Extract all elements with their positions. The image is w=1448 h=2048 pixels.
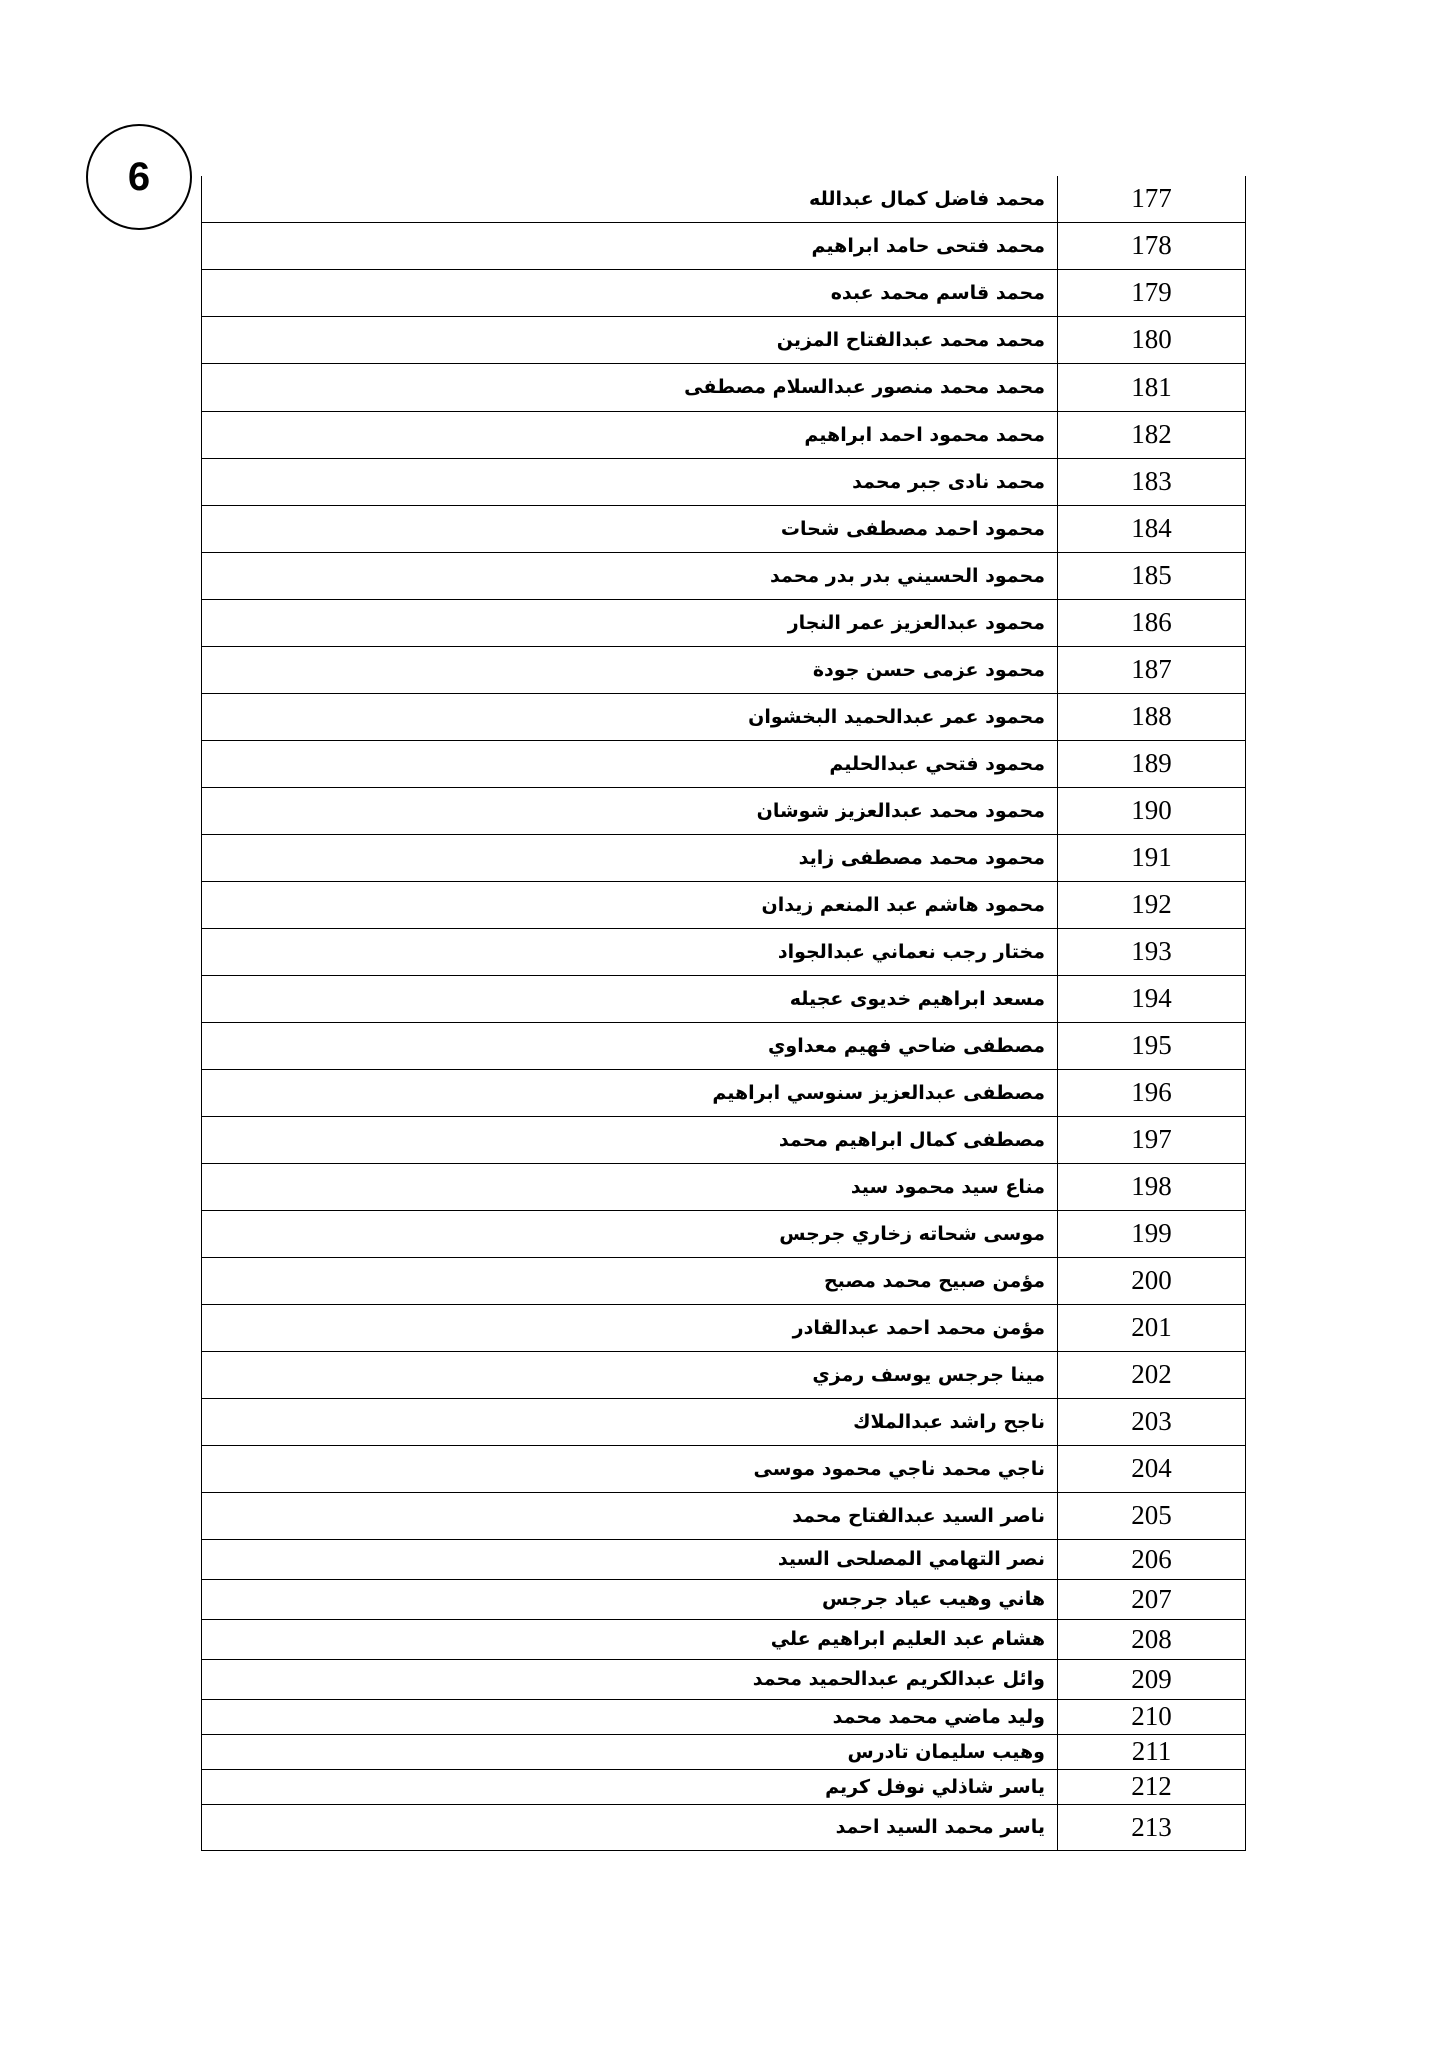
table-row — [202, 1445, 1246, 1492]
number-cell: 185 — [1058, 552, 1246, 599]
name-cell: مينا جرجس يوسف رمزي — [202, 1351, 1058, 1398]
table-row — [202, 458, 1246, 505]
names-table-body — [202, 176, 1246, 1850]
table-row — [202, 1257, 1246, 1304]
table-row — [202, 222, 1246, 269]
number-cell: 201 — [1058, 1304, 1246, 1351]
table-row — [202, 1699, 1246, 1734]
number-cell: 182 — [1058, 411, 1246, 458]
number-cell: 180 — [1058, 316, 1246, 363]
name-cell: مناع سيد محمود سيد — [202, 1163, 1058, 1210]
name-cell: هاني وهيب عياد جرجس — [202, 1579, 1058, 1619]
name-cell: موسى شحاته زخاري جرجس — [202, 1210, 1058, 1257]
number-cell: 188 — [1058, 693, 1246, 740]
name-cell: ياسر محمد السيد احمد — [202, 1804, 1058, 1850]
table-row — [202, 646, 1246, 693]
table-row — [202, 316, 1246, 363]
table-row — [202, 1734, 1246, 1769]
number-cell: 207 — [1058, 1579, 1246, 1619]
table-row — [202, 1539, 1246, 1579]
number-cell: 190 — [1058, 787, 1246, 834]
table-row — [202, 975, 1246, 1022]
name-cell: وليد ماضي محمد محمد — [202, 1699, 1058, 1734]
name-cell: محمود محمد مصطفى زايد — [202, 834, 1058, 881]
number-cell: 186 — [1058, 599, 1246, 646]
name-cell: محمد محمد منصور عبدالسلام مصطفى — [202, 363, 1058, 411]
number-cell: 196 — [1058, 1069, 1246, 1116]
table-row — [202, 552, 1246, 599]
name-cell: محمود محمد عبدالعزيز شوشان — [202, 787, 1058, 834]
name-cell: محمود عبدالعزيز عمر النجار — [202, 599, 1058, 646]
table-row — [202, 1579, 1246, 1619]
number-cell: 212 — [1058, 1769, 1246, 1804]
table-row — [202, 1351, 1246, 1398]
table-row — [202, 1069, 1246, 1116]
table-row — [202, 1116, 1246, 1163]
table-row — [202, 505, 1246, 552]
number-cell: 197 — [1058, 1116, 1246, 1163]
name-cell: ياسر شاذلي نوفل كريم — [202, 1769, 1058, 1804]
table-row — [202, 1659, 1246, 1699]
page-number-badge — [86, 124, 192, 230]
number-cell: 195 — [1058, 1022, 1246, 1069]
number-cell: 187 — [1058, 646, 1246, 693]
table-row — [202, 740, 1246, 787]
number-cell: 183 — [1058, 458, 1246, 505]
table-row — [202, 411, 1246, 458]
table-row — [202, 363, 1246, 411]
table-row — [202, 1769, 1246, 1804]
table-row — [202, 1163, 1246, 1210]
name-cell: محمود هاشم عبد المنعم زيدان — [202, 881, 1058, 928]
name-cell: مصطفى ضاحي فهيم معداوي — [202, 1022, 1058, 1069]
name-cell: محمد فتحى حامد ابراهيم — [202, 222, 1058, 269]
name-cell: مسعد ابراهيم خديوى عجيله — [202, 975, 1058, 1022]
number-cell: 193 — [1058, 928, 1246, 975]
table-row — [202, 1804, 1246, 1850]
number-cell: 205 — [1058, 1492, 1246, 1539]
name-cell: محمد فاضل كمال عبدالله — [202, 176, 1058, 222]
number-cell: 210 — [1058, 1699, 1246, 1734]
name-cell: مختار رجب نعماني عبدالجواد — [202, 928, 1058, 975]
number-cell: 199 — [1058, 1210, 1246, 1257]
table-row — [202, 1619, 1246, 1659]
name-cell: محمود عزمى حسن جودة — [202, 646, 1058, 693]
number-cell: 192 — [1058, 881, 1246, 928]
table-row — [202, 269, 1246, 316]
name-cell: مؤمن صبيح محمد مصبح — [202, 1257, 1058, 1304]
number-cell: 179 — [1058, 269, 1246, 316]
number-cell: 177 — [1058, 176, 1246, 222]
number-cell: 209 — [1058, 1659, 1246, 1699]
name-cell: هشام عبد العليم ابراهيم علي — [202, 1619, 1058, 1659]
name-cell: وهيب سليمان تادرس — [202, 1734, 1058, 1769]
page-number: 6 — [127, 154, 151, 199]
table-row — [202, 787, 1246, 834]
number-cell: 213 — [1058, 1804, 1246, 1850]
table-row — [202, 693, 1246, 740]
number-cell: 206 — [1058, 1539, 1246, 1579]
name-cell: محمد محمد عبدالفتاح المزين — [202, 316, 1058, 363]
number-cell: 184 — [1058, 505, 1246, 552]
table-row — [202, 928, 1246, 975]
number-cell: 198 — [1058, 1163, 1246, 1210]
name-cell: محمود الحسيني بدر بدر محمد — [202, 552, 1058, 599]
name-cell: محمود فتحي عبدالحليم — [202, 740, 1058, 787]
number-cell: 181 — [1058, 363, 1246, 411]
number-cell: 202 — [1058, 1351, 1246, 1398]
names-table — [201, 176, 1246, 1851]
number-cell: 200 — [1058, 1257, 1246, 1304]
table-row — [202, 176, 1246, 222]
name-cell: مصطفى كمال ابراهيم محمد — [202, 1116, 1058, 1163]
table-row — [202, 1022, 1246, 1069]
number-cell: 178 — [1058, 222, 1246, 269]
table-row — [202, 1304, 1246, 1351]
table-row — [202, 1398, 1246, 1445]
name-cell: محمد نادى جبر محمد — [202, 458, 1058, 505]
table-row — [202, 1210, 1246, 1257]
number-cell: 191 — [1058, 834, 1246, 881]
name-cell: نصر التهامي المصلحى السيد — [202, 1539, 1058, 1579]
name-cell: محمود عمر عبدالحميد البخشوان — [202, 693, 1058, 740]
name-cell: ناجي محمد ناجي محمود موسى — [202, 1445, 1058, 1492]
table-row — [202, 881, 1246, 928]
name-cell: محمود احمد مصطفى شحات — [202, 505, 1058, 552]
table-row — [202, 599, 1246, 646]
name-cell: محمد قاسم محمد عبده — [202, 269, 1058, 316]
number-cell: 204 — [1058, 1445, 1246, 1492]
name-cell: محمد محمود احمد ابراهيم — [202, 411, 1058, 458]
name-cell: وائل عبدالكريم عبدالحميد محمد — [202, 1659, 1058, 1699]
name-cell: ناجح راشد عبدالملاك — [202, 1398, 1058, 1445]
name-cell: مؤمن محمد احمد عبدالقادر — [202, 1304, 1058, 1351]
number-cell: 211 — [1058, 1734, 1246, 1769]
name-cell: ناصر السيد عبدالفتاح محمد — [202, 1492, 1058, 1539]
table-row — [202, 834, 1246, 881]
number-cell: 189 — [1058, 740, 1246, 787]
name-cell: مصطفى عبدالعزيز سنوسي ابراهيم — [202, 1069, 1058, 1116]
number-cell: 203 — [1058, 1398, 1246, 1445]
number-cell: 194 — [1058, 975, 1246, 1022]
table-row — [202, 1492, 1246, 1539]
number-cell: 208 — [1058, 1619, 1246, 1659]
